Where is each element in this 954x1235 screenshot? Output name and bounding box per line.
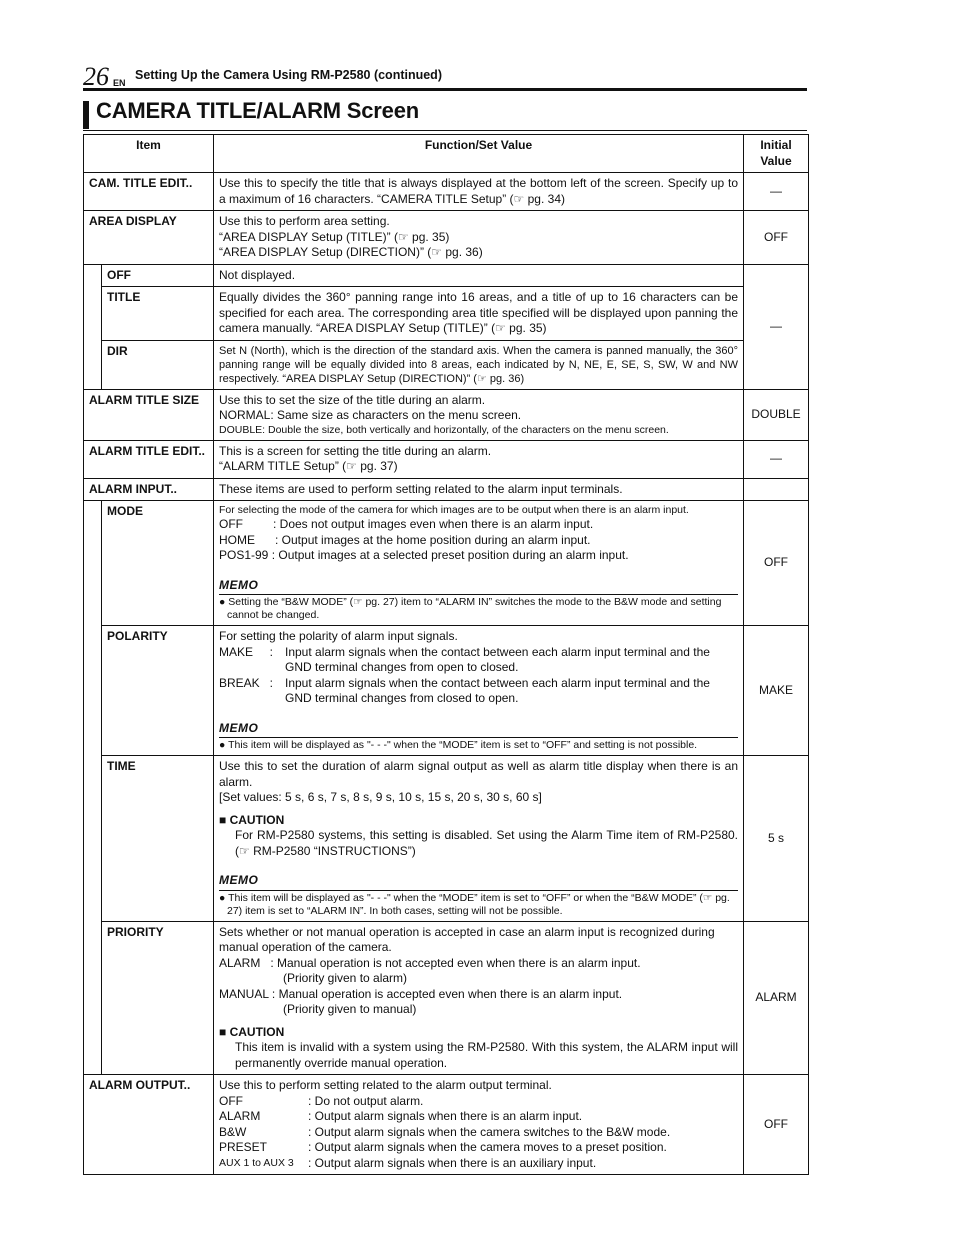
init-alarm-input — [744, 478, 809, 501]
text-line — [219, 645, 738, 676]
list-item — [219, 1156, 738, 1172]
item-priority: PRIORITY — [102, 921, 214, 1075]
item-alarm-input: ALARM INPUT.. — [84, 478, 214, 501]
item-polarity: POLARITY — [102, 626, 214, 756]
memo-text: ● This item will be displayed as "- - -" when the “MODE” item is set to “OFF” and setting is not possible. — [219, 739, 698, 751]
function-polarity — [214, 626, 744, 756]
text-line: For setting the polarity of alarm input signals. — [219, 629, 458, 643]
running-title: Setting Up the Camera Using RM-P2580 (continued) — [135, 68, 442, 82]
item-area-display: AREA DISPLAY — [84, 211, 214, 265]
text-line: “ALARM TITLE Setup” (☞ pg. 37) — [219, 459, 398, 473]
init-area-sub: — — [744, 264, 809, 389]
option-value: : Output alarm signals when the camera moves to a preset position. — [308, 1140, 667, 1154]
text-line: POS1-99 : Output images at a selected preset position during an alarm input. — [219, 548, 629, 562]
list-item — [219, 1140, 738, 1156]
option-value: Input alarm signals when the contact between each alarm input terminal and the GND terminal changes from open to closed. — [285, 644, 710, 674]
option-key: OFF — [219, 1093, 243, 1108]
text-line: “AREA DISPLAY Setup (TITLE)” (☞ pg. 35) — [219, 229, 450, 244]
item-alarm-output: ALARM OUTPUT.. — [84, 1075, 214, 1175]
page-title: CAMERA TITLE/ALARM Screen — [96, 98, 419, 123]
item-title: TITLE — [102, 287, 214, 341]
item-alarm-title-edit: ALARM TITLE EDIT.. — [84, 440, 214, 478]
option-value: : Output alarm signals when the camera switches to the B&W mode. — [308, 1124, 671, 1139]
text-line — [219, 676, 738, 707]
text-line: ALARM : Manual operation is not accepted even when there is an alarm input. — [219, 955, 641, 970]
option-key: ALARM — [219, 1109, 261, 1123]
option-value: : Do not output alarm. — [308, 1093, 424, 1108]
option-value: : Output alarm signals when there is an alarm input. — [308, 1109, 583, 1123]
list-item — [219, 1094, 738, 1110]
function-alarm-title-size — [214, 389, 744, 440]
text-line: HOME : Output images at the home position during an alarm input. — [219, 532, 591, 547]
init-alarm-title-size: DOUBLE — [744, 389, 809, 440]
init-area-display: OFF — [744, 211, 809, 265]
init-alarm-output: OFF — [744, 1075, 809, 1175]
option-key: BREAK : — [219, 675, 274, 690]
init-cam-title: — — [744, 173, 809, 211]
text-line: (Priority given to manual) — [283, 1002, 417, 1016]
table-row — [84, 756, 809, 922]
header-function: Function/Set Value — [214, 135, 744, 173]
table-row — [84, 389, 809, 440]
page-number: 26 — [83, 62, 109, 91]
text-line: (Priority given to alarm) — [283, 971, 408, 985]
item-dir: DIR — [102, 340, 214, 389]
table-row — [84, 340, 809, 389]
init-priority: ALARM — [744, 921, 809, 1075]
language-tag: EN — [113, 78, 126, 88]
text-line: DOUBLE: Double the size, both vertically and horizontally, of the characters on the menu screen. — [219, 423, 669, 436]
memo-heading: MEMO — [219, 721, 738, 739]
init-mode: OFF — [744, 501, 809, 626]
init-time: 5 s — [744, 756, 809, 922]
function-time — [214, 756, 744, 922]
option-value: Input alarm signals when the contact between each alarm input terminal and the GND terminal changes from closed to open. — [285, 675, 710, 705]
item-cam-title: CAM. TITLE EDIT.. — [84, 173, 214, 211]
list-item — [219, 1109, 738, 1125]
caution-text: For RM-P2580 systems, this setting is disabled. Set using the Alarm Time item of RM-P2580. (☞ RM-P2580 “INSTRUCTIONS”) — [235, 828, 738, 858]
table-row — [84, 211, 809, 265]
memo-text: ● This item will be displayed as "- - -" when the “MODE” item is set to “OFF” or when the “B&W MODE” (☞ pg. 27) item is set to “ALARM IN”. In both cases, setting will not be possible. — [219, 891, 730, 917]
text-line: Use this to set the duration of alarm signal output as well as alarm title display when there is an alarm. — [219, 759, 738, 789]
table-row — [84, 501, 809, 626]
option-key: PRESET — [219, 1140, 268, 1154]
header-initial: Initial Value — [744, 135, 809, 173]
function-cam-title: Use this to specify the title that is always displayed at the bottom left of the screen. Specify up to a maximum of 16 characters. “CAMERA TITLE Setup” (☞ pg. 34) — [214, 173, 744, 211]
table-row — [84, 440, 809, 478]
text-line: [Set values: 5 s, 6 s, 7 s, 8 s, 9 s, 10 s, 15 s, 20 s, 30 s, 60 s] — [219, 790, 542, 804]
item-mode: MODE — [102, 501, 214, 626]
list-item — [219, 1125, 738, 1141]
function-alarm-output — [214, 1075, 744, 1175]
caution-heading: ■ CAUTION — [219, 1024, 285, 1039]
function-mode — [214, 501, 744, 626]
caution-text: This item is invalid with a system using the RM-P2580. With this system, the ALARM input will permanently override manual operation. — [235, 1040, 738, 1070]
table-row — [84, 173, 809, 211]
function-priority — [214, 921, 744, 1075]
text-line: NORMAL: Same size as characters on the menu screen. — [219, 408, 522, 422]
function-off: Not displayed. — [214, 264, 744, 287]
indent-spacer — [84, 264, 102, 389]
table-row — [84, 478, 809, 501]
function-dir: Set N (North), which is the direction of the standard axis. When the camera is panned manually, the 360° panning range will be equally divided into 8 areas, each indicated by N, NE, E, SE, S, SW, W and NW respectively. “AREA DISPLAY Setup (DIRECTION)” (☞ pg. 36) — [214, 340, 744, 389]
item-off: OFF — [102, 264, 214, 287]
settings-table — [83, 134, 809, 1175]
init-alarm-title-edit: — — [744, 440, 809, 478]
text-line: This is a screen for setting the title during an alarm. — [219, 443, 492, 458]
text-line: “AREA DISPLAY Setup (DIRECTION)” (☞ pg. 36) — [219, 245, 483, 259]
text-line: For selecting the mode of the camera for which images are to be output when there is an alarm input. — [219, 504, 689, 516]
text-line: OFF : Does not output images even when there is an alarm input. — [219, 517, 594, 531]
item-alarm-title-size: ALARM TITLE SIZE — [84, 389, 214, 440]
indent-spacer — [84, 501, 102, 1075]
option-key: MAKE : — [219, 644, 274, 659]
text-line: MANUAL : Manual operation is accepted even when there is an alarm input. — [219, 986, 623, 1001]
table-row — [84, 264, 809, 287]
table-row — [84, 1075, 809, 1175]
init-polarity: MAKE — [744, 626, 809, 756]
option-key: B&W — [219, 1124, 247, 1139]
function-alarm-input: These items are used to perform setting related to the alarm input terminals. — [214, 478, 744, 501]
option-key: AUX 1 to AUX 3 — [219, 1156, 294, 1169]
header-item: Item — [84, 135, 214, 173]
caution-heading: ■ CAUTION — [219, 812, 285, 827]
text-line: Use this to perform setting related to the alarm output terminal. — [219, 1078, 552, 1092]
text-line: Use this to set the size of the title during an alarm. — [219, 392, 486, 407]
text-line: Use this to perform area setting. — [219, 214, 390, 228]
table-row — [84, 626, 809, 756]
memo-heading: MEMO — [219, 578, 738, 596]
memo-heading: MEMO — [219, 873, 738, 891]
page-header — [83, 64, 807, 91]
table-row — [84, 287, 809, 341]
title-marker — [83, 101, 89, 129]
table-row — [84, 921, 809, 1075]
function-alarm-title-edit — [214, 440, 744, 478]
memo-text: ● Setting the “B&W MODE” (☞ pg. 27) item to “ALARM IN” switches the mode to the B&W mode and setting cannot be changed. — [219, 596, 722, 621]
option-value: : Output alarm signals when there is an auxiliary input. — [308, 1155, 597, 1170]
item-time: TIME — [102, 756, 214, 922]
function-title: Equally divides the 360° panning range into 16 areas, and a title of up to 16 characters can be specified for each area. The corresponding area title specified will be displayed upon panning the camera manually. “AREA DISPLAY Setup (TITLE)” (☞ pg. 35) — [214, 287, 744, 341]
function-area-display — [214, 211, 744, 265]
title-rule — [83, 130, 807, 131]
table-header-row — [84, 135, 809, 173]
text-line: Sets whether or not manual operation is accepted in case an alarm input is recognized during manual operation of the camera. — [219, 924, 715, 954]
